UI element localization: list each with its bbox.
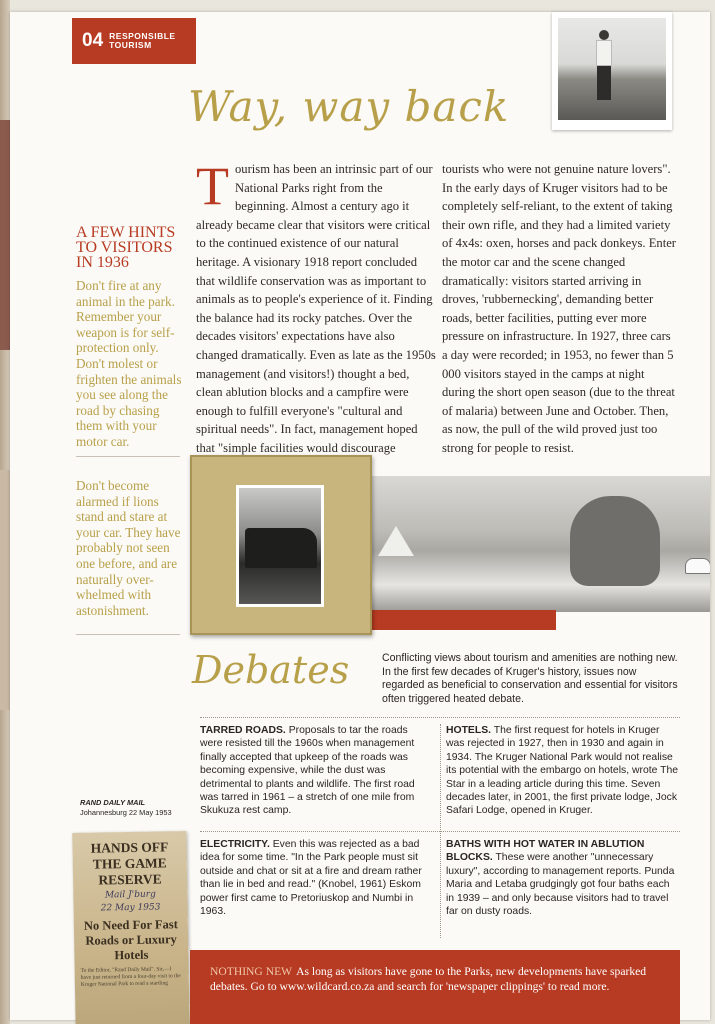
dotted-divider [200,717,680,718]
train-photo [236,485,324,607]
elephant-shape [570,496,660,586]
locomotive-shape [245,528,317,568]
section-label-line1: RESPONSIBLE [109,31,176,41]
debate-text: These were another "unnecessary luxury", according to management reports. Punda Maria and Letaba grudgingly got four baths each in 1939 – and only because visitors had to travel far on dusty roads. [446,852,675,918]
article-column-1 [196,156,436,458]
ranger-photo [552,12,672,130]
sidebar-hint: Don't become alarmed if lions stand and stare at your car. They have probably not seen one before, and are naturally over-whelmed with astonishment. [76,478,181,618]
debate-heading: HOTELS. [446,725,492,736]
train-photo-frame [190,455,372,635]
nothing-new-box [190,950,680,1024]
ranger-photo-image [558,18,666,120]
debate-text: The first request for hotels in Kruger was rejected in 1927, then in 1930 and again in 1934. The Kruger National Park would not realise its potential with the embargo on hotels, wrote The Star in a leading article during this time. Seven decades later, in 2001, the first private lodge, Jock Safari Lodge, opened in Kruger. [446,725,678,817]
ranger-figure [593,28,615,98]
clipping-place-date: Johannesburg 22 May 1953 [80,807,172,817]
nothing-new-label: NOTHING NEW [210,965,293,978]
sidebar-divider [76,456,180,457]
car-shape [685,558,710,574]
debates-intro: Conflicting views about tourism and amenities are nothing new. In the first few decades of Kruger's history, issues now regarded as beneficial to conservation and essential for visitors often triggered heated debate. [382,652,678,705]
debate-heading: ELECTRICITY. [200,839,270,850]
debate-item [446,724,680,818]
debate-text: Proposals to tar the roads were resisted till the 1960s when management finally accepted that upkeep of the roads was becoming expensive, while the dust was detrimental to plants and wildlife. The first road was tarred in 1961 – a stretch of one mile from Skukuza rest camp. [200,725,415,817]
section-tab [72,18,196,64]
spine-strip [0,120,10,350]
photo-accent-bar [372,610,556,630]
clipping-publication: RAND DAILY MAIL [80,798,146,807]
section-label [109,32,175,50]
page-spine [0,0,10,1024]
clipping-handwriting: 22 May 1953 [100,902,161,914]
debate-item [200,838,432,918]
sidebar-heading: A FEW HINTS TO VISITORS IN 1936 [76,224,176,271]
camp-elephant-photo [370,476,710,612]
debates-title: Debates [192,648,350,692]
sidebar-hint: Don't fire at any animal in the park. Remember your weapon is for self-protection only. Don't molest or frighten the animals you see along the road by chasing them with your motor car. [76,278,182,449]
spine-strip [0,470,10,710]
debate-heading: BATHS WITH HOT WATER IN ABLUTION BLOCKS. [446,839,645,864]
article-column-2: tourists who were not genuine nature lovers". In the early days of Kruger visitors had to be completely self-reliant, to the extent of taking their own rifle, and they had a limited variety of 4x4s: oxen, horses and pack donkeys. Enter the motor car and the scene changed dramatically: visitors started arriving in droves, 'rubbernecking', demanding better roads, better facilities, putting ever more pressure on infrastructure. In 1927, three cars a day were recorded; in 1953, no fewer than 5 000 visitors stayed in the camps at night during the short open season (due to the threat of malaria) between June and October. Then, as now, the pull of the wild proved just too strong for people to resist. [442,162,676,455]
section-number: 04 [82,30,104,51]
clipping-letter-text: To the Editor, "Rand Daily Mail". Sir,—I have just returned from a four-day visit to the Kruger National Park to read a startling [80,966,181,988]
clipping-subheadline: No Need For Fast Roads or Luxury Hotels [83,917,178,963]
clipping-headline: HANDS OFF THE GAME RESERVE [90,839,169,888]
debate-heading: TARRED ROADS. [200,725,286,736]
clipping-source [80,798,172,817]
page-title: Way, way back [188,82,510,131]
debate-item [200,724,432,818]
newspaper-clipping [72,831,189,1024]
debate-item [446,838,680,918]
drop-cap: T [196,156,229,216]
section-label-line2: TOURISM [109,40,152,50]
article-text: ourism has been an intrinsic part of our National Parks right from the beginning. Almost a century ago it already became clear that visitors were critical to the continued existence of our natural heritage. A visionary 1918 report concluded that wildlife conservation was as important to animals as to people's experience of it. Finding the balance had its rocky patches. Over the decades visitors' expectations have also changed dramatically. Even as late as the 1950s management (and visitors!) thought a bed, clean ablution blocks and a campfire were enough to fulfill everyone's "cultural and spiritual needs". In fact, management hoped that "simple facilities would discourage [196,162,436,455]
tent-shape [378,526,414,556]
nothing-new-text: As long as visitors have gone to the Parks, new developments have sparked debates. Go to www.wildcard.co.za and search for 'newspaper clippings' to read more. [210,965,647,993]
debate-text: Even this was rejected as a bad idea for some time. "In the Park people must sit outside and chat or sit at a fire and dream rather than lie in bed and read." (Knobel, 1961) Eskom power first came to Pretoriuskop and Numbi in 1963. [200,839,422,918]
magazine-page [10,12,710,1020]
sidebar-divider [76,634,180,635]
dotted-divider [200,831,680,832]
clipping-handwriting: Mail J'burg [104,889,156,901]
